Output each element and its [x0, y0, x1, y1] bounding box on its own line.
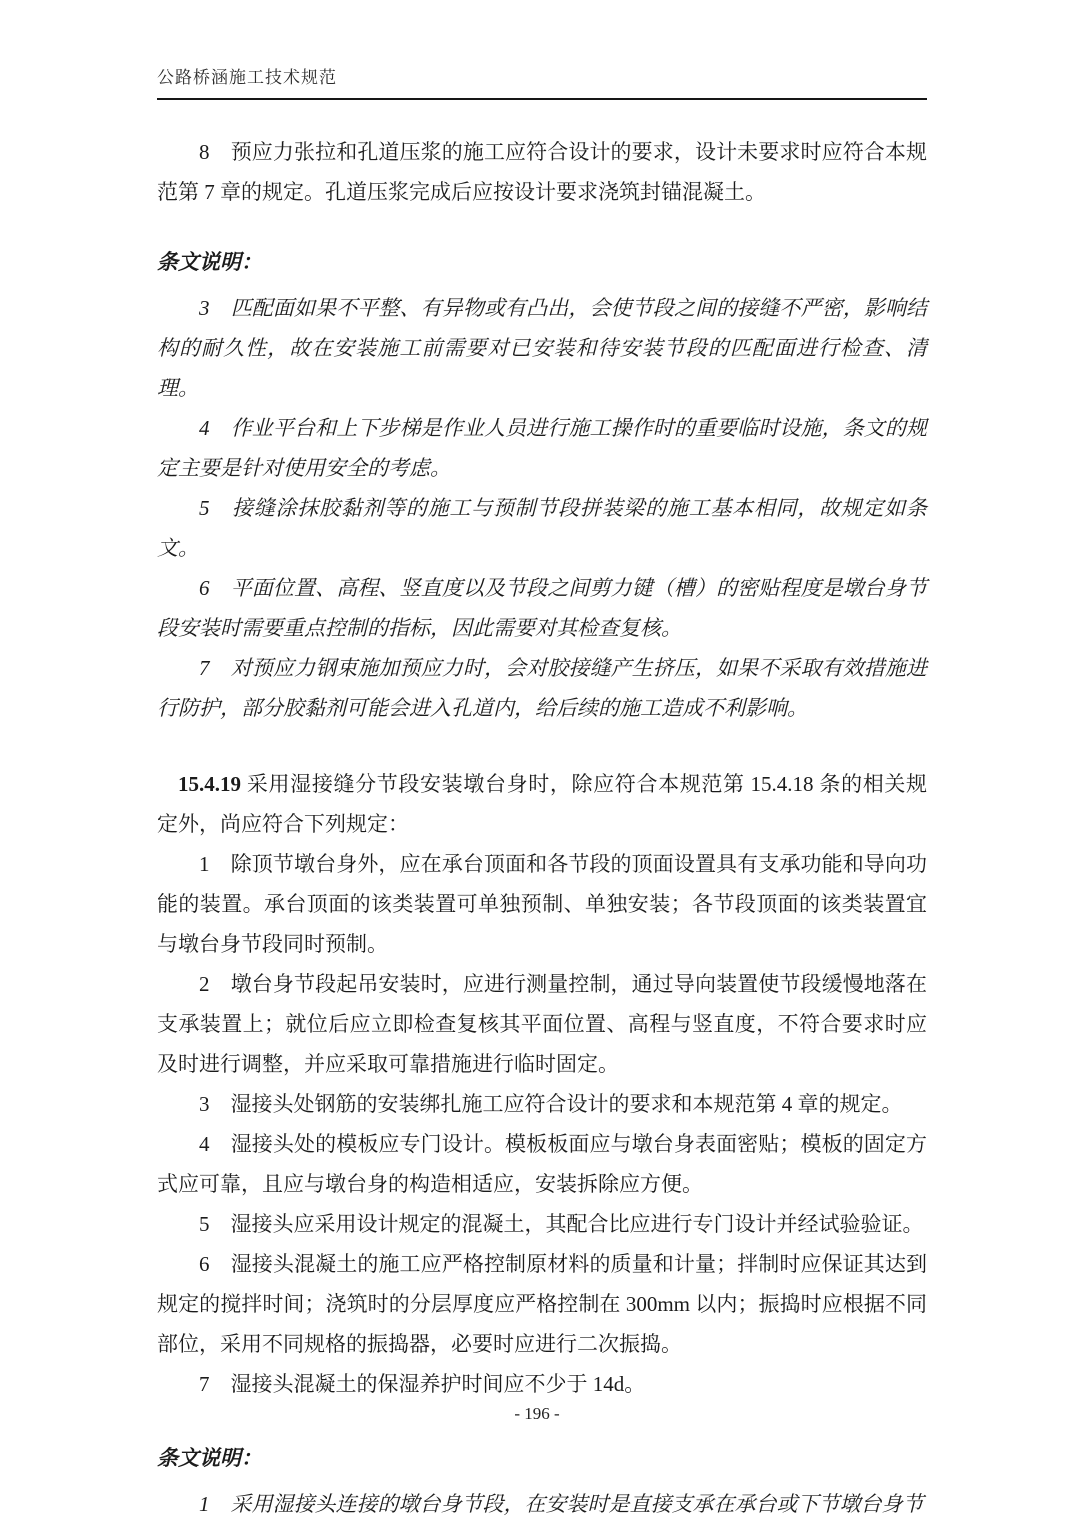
document-body [157, 132, 927, 1520]
clause-8-paragraph: 8 预应力张拉和孔道压浆的施工应符合设计的要求，设计未要求时应符合本规范第 7 章的规定。孔道压浆完成后应按设计要求浇筑封锚混凝土。 [157, 140, 927, 204]
note-item-6: 6 平面位置、高程、竖直度以及节段之间剪力键（槽）的密贴程度是墩台身节段安装时需要重点控制的指标，因此需要对其检查复核。 [157, 576, 927, 640]
clause-item-1: 1 除顶节墩台身外，应在承台顶面和各节段的顶面设置具有支承功能和导向功能的装置。承台顶面的该类装置可单独预制、单独安装；各节段顶面的该类装置宜与墩台身节段同时预制。 [157, 852, 927, 956]
note-item-4: 4 作业平台和上下步梯是作业人员进行施工操作时的重要临时设施，条文的规定主要是针对使用安全的考虑。 [157, 416, 927, 480]
clause-item-5: 5 湿接头应采用设计规定的混凝土，其配合比应进行专门设计并经试验验证。 [199, 1212, 924, 1236]
page-number: - 196 - [514, 1404, 560, 1423]
clause-15-4-19-paragraph [157, 764, 927, 844]
clause-text: 采用湿接缝分节段安装墩台身时，除应符合本规范第 15.4.18 条的相关规定外，尚应符合下列规定： [157, 772, 927, 836]
note-item-3: 3 匹配面如果不平整、有异物或有凸出，会使节段之间的接缝不严密，影响结构的耐久性，故在安装施工前需要对已安装和待安装节段的匹配面进行检查、清理。 [157, 296, 927, 400]
notes-heading-2: 条文说明： [157, 1446, 262, 1470]
clause-item-3: 3 湿接头处钢筋的安装绑扎施工应符合设计的要求和本规范第 4 章的规定。 [199, 1092, 903, 1116]
notes-heading-1: 条文说明： [157, 250, 262, 274]
clause-number: 15.4.19 [178, 772, 241, 796]
clause-item-2: 2 墩台身节段起吊安装时，应进行测量控制，通过导向装置使节段缓慢地落在支承装置上；就位后应立即检查复核其平面位置、高程与竖直度，不符合要求时应及时进行调整，并应采取可靠措施进行临时固定。 [157, 972, 927, 1076]
clause-item-7: 7 湿接头混凝土的保湿养护时间应不少于 14d。 [199, 1372, 646, 1396]
clause-item-6: 6 湿接头混凝土的施工应严格控制原材料的质量和计量；拌制时应保证其达到规定的搅拌时间；浇筑时的分层厚度应严格控制在 300mm 以内；振捣时应根据不同部位，采用不同规格的振捣器，必要时应进行二次振捣。 [157, 1252, 927, 1356]
running-header-title: 公路桥涵施工技术规范 [157, 66, 927, 100]
note-item-7: 7 对预应力钢束施加预应力时，会对胶接缝产生挤压，如果不采取有效措施进行防护，部分胶黏剂可能会进入孔道内，给后续的施工造成不利影响。 [157, 656, 927, 720]
page-content [157, 66, 927, 1520]
clause-item-4: 4 湿接头处的模板应专门设计。模板板面应与墩台身表面密贴；模板的固定方式应可靠，且应与墩台身的构造相适应，安装拆除应方便。 [157, 1132, 927, 1196]
note-item-1: 1 采用湿接头连接的墩台身节段，在安装时是直接支承在承台或下节墩台身节 [199, 1492, 924, 1516]
note-item-5: 5 接缝涂抹胶黏剂等的施工与预制节段拼装梁的施工基本相同，故规定如条文。 [157, 496, 927, 560]
